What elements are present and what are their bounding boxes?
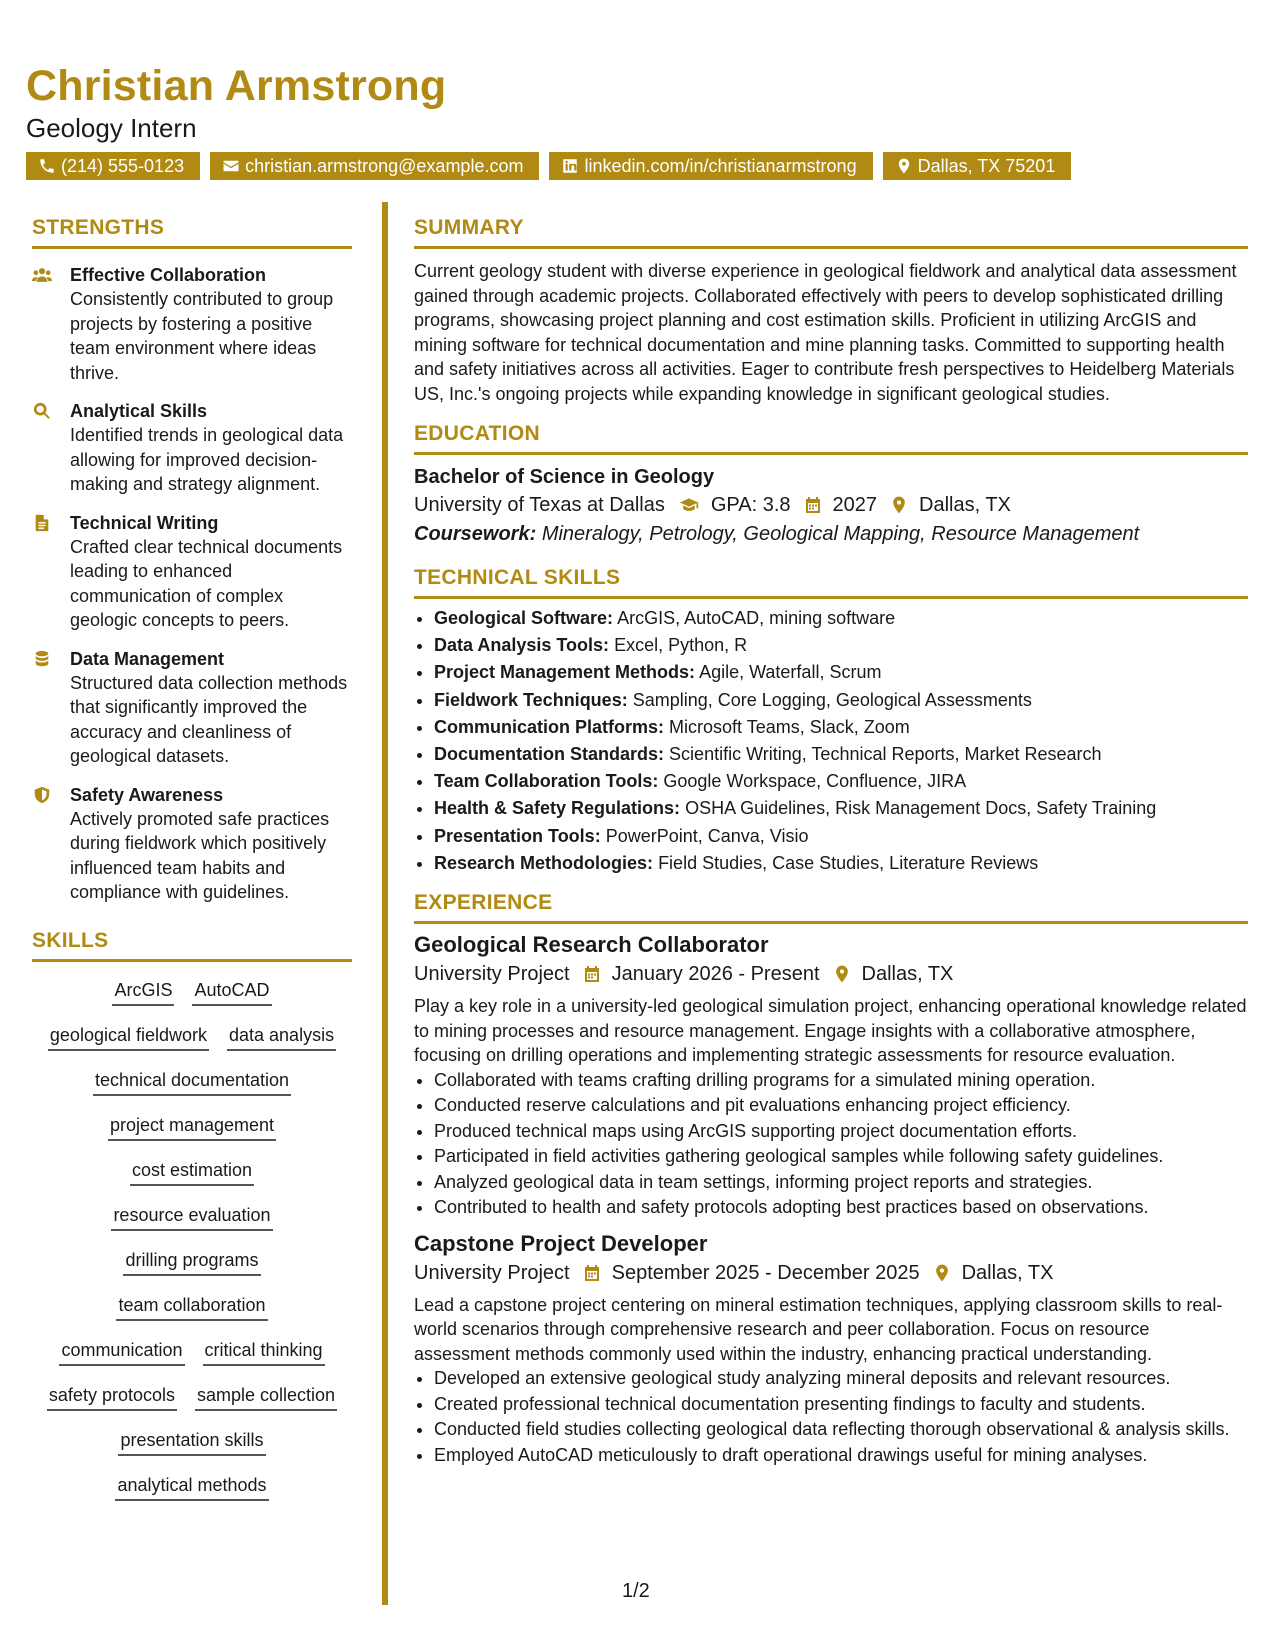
experience-entry [414,932,1248,1221]
left-column [32,216,352,1501]
technical-skill-value: PowerPoint, Canva, Visio [605,825,809,846]
technical-skill-item [434,823,1248,850]
strengths-heading: STRENGTHS [32,216,352,249]
skill-tag: safety protocols [47,1383,177,1411]
job-org: University Project [414,1261,570,1284]
phone-icon [38,157,56,175]
skills-list [32,978,352,1501]
strength-item [32,399,352,497]
job-bullet: • Contributed to health and safety protocols adopting best practices based on observations. [434,1195,1248,1221]
job-bullet: • Employed AutoCAD meticulously to draft operational drawings useful for mining analyses. [434,1443,1248,1469]
job-title: Capstone Project Developer [414,1230,708,1256]
job-meta [414,960,1248,988]
phone-text: (214) 555-0123 [61,156,185,176]
job-bullet: • Participated in field activities gathering geological samples while following safety guidelines. [434,1144,1248,1170]
job-bullet: • Conducted reserve calculations and pit evaluations enhancing project efficiency. [434,1093,1248,1119]
job-description: Play a key role in a university-led geological simulation project, enhancing operational knowledge related to mining processes and resource management. Engage insights with a collaborative atmosphere, focusing on drilling operations and implementing strategic assessments for resource evaluation. [414,996,1247,1066]
technical-skill-item [434,795,1248,822]
skill-row [47,1383,337,1411]
technical-skill-value: Scientific Writing, Technical Reports, Market Research [669,744,1102,765]
linkedin-text: linkedin.com/in/christianarmstrong [584,156,857,176]
skill-tag: critical thinking [203,1338,325,1366]
column-divider [382,202,388,1605]
coursework [414,523,1248,546]
technical-skill-item [434,741,1248,768]
skill-tag: communication [59,1338,184,1366]
calendar-icon [582,1263,602,1283]
map-pin-icon [889,495,909,515]
skill-tag: presentation skills [118,1428,265,1456]
technical-skill-value: Agile, Waterfall, Scrum [699,662,882,683]
skill-tag: technical documentation [93,1068,291,1096]
technical-skill-label: Geological Software: [434,608,614,628]
skill-tag: analytical methods [115,1473,268,1501]
technical-skill-value: Field Studies, Case Studies, Literature Reviews [658,852,1039,873]
strength-item [32,263,352,385]
technical-skills-list [414,605,1248,877]
job-dates: September 2025 - December 2025 [611,1261,920,1284]
technical-skill-value: Microsoft Teams, Slack, Zoom [669,716,910,737]
skill-tag: AutoCAD [192,978,271,1006]
search-icon [32,402,52,420]
technical-skill-value: Sampling, Core Logging, Geological Assessments [632,689,1032,710]
summary-heading: SUMMARY [414,216,1248,249]
candidate-name: Christian Armstrong [26,62,447,110]
coursework-list: Mineralogy, Petrology, Geological Mapping, Resource Management [541,523,1140,545]
education-location: Dallas, TX [919,494,1011,516]
school-name: University of Texas at Dallas [414,494,665,516]
job-bullets [414,1366,1248,1468]
skill-tag: cost estimation [130,1158,254,1186]
job-title: Geological Research Collaborator [414,932,769,958]
technical-skill-value: OSHA Guidelines, Risk Management Docs, Safety Training [685,798,1157,819]
technical-skill-item [434,768,1248,795]
technical-skill-label: Data Analysis Tools: [434,635,610,656]
email-text: christian.armstrong@example.com [245,156,524,176]
skill-row [130,1158,254,1186]
shield-icon [32,786,52,804]
strength-item [32,511,352,633]
skill-tag: data analysis [227,1023,336,1051]
linkedin-icon [561,157,579,175]
map-pin-icon [832,964,852,984]
technical-skill-item [434,605,1248,632]
technical-skill-value: ArcGIS, AutoCAD, mining software [617,608,896,628]
skill-row [118,1428,265,1456]
strength-name: Technical Writing [70,512,219,533]
skill-row [116,1293,267,1321]
calendar-icon [803,495,823,515]
strength-desc: Crafted clear technical documents leading to enhanced communication of complex geologic concepts to peers. [70,536,343,630]
users-icon [32,266,52,284]
skills-heading: SKILLS [32,929,352,962]
skill-tag: project management [108,1113,276,1141]
strength-name: Effective Collaboration [70,265,267,285]
job-bullet: • Analyzed geological data in team settings, informing project reports and strategies. [434,1170,1248,1196]
job-bullet: • Developed an extensive geological study analyzing mineral deposits and relevant resources. [434,1366,1248,1392]
skill-row [111,1203,272,1231]
technical-skill-value: Google Workspace, Confluence, JIRA [663,771,967,792]
skill-tag: geological fieldwork [48,1023,209,1051]
strength-desc: Identified trends in geological data allowing for improved decision-making and strategy alignment. [70,425,344,494]
skill-row [108,1113,276,1141]
job-org: University Project [414,963,570,986]
contact-bar [26,152,1071,180]
job-dates: January 2026 - Present [611,963,820,986]
job-bullet: • Produced technical maps using ArcGIS supporting project documentation efforts. [434,1119,1248,1145]
document-icon [32,514,52,532]
technical-skill-value: Excel, Python, R [614,635,748,656]
job-title-heading: Geology Intern [26,113,197,143]
experience-heading: EXPERIENCE [414,891,1248,924]
technical-skill-item [434,659,1248,686]
technical-skill-label: Documentation Standards: [434,744,665,765]
skill-tag: ArcGIS [112,978,174,1006]
technical-skill-label: Fieldwork Techniques: [434,689,628,710]
technical-skill-label: Research Methodologies: [434,852,654,873]
database-icon [32,650,52,668]
education-heading: EDUCATION [414,422,1248,455]
calendar-icon [582,964,602,984]
job-bullet: • Conducted field studies collecting geological data reflecting thorough observational & analysis skills. [434,1417,1248,1443]
skill-tag: drilling programs [123,1248,260,1276]
technical-skill-label: Project Management Methods: [434,662,696,683]
education-meta [414,491,1248,519]
technical-skill-item [434,687,1248,714]
technical-skills-heading: TECHNICAL SKILLS [414,566,1248,599]
job-location: Dallas, TX [961,1261,1054,1284]
job-bullets [414,1068,1248,1221]
graduation-cap-icon [677,495,701,515]
technical-skill-item [434,850,1248,877]
envelope-icon [222,157,240,175]
phone-chip[interactable] [26,152,200,180]
job-bullet: • Collaborated with teams crafting drilling programs for a simulated mining operation. [434,1068,1248,1094]
strength-desc: Consistently contributed to group projects by fostering a positive team environment where ideas thrive. [70,289,334,383]
strength-desc: Structured data collection methods that significantly improved the accuracy and cleanliness of geological datasets. [70,672,348,766]
coursework-label: Coursework: [414,523,537,545]
job-bullet: • Created professional technical documentation presenting findings to faculty and students. [434,1392,1248,1418]
skill-row [48,1023,336,1051]
strength-name: Analytical Skills [70,401,208,421]
map-pin-icon [932,1263,952,1283]
page-number: 1/2 [622,1580,650,1602]
skill-tag: sample collection [195,1383,337,1411]
skill-row [59,1338,324,1366]
skill-row [93,1068,291,1096]
technical-skill-item [434,714,1248,741]
job-description: Lead a capstone project centering on mineral estimation techniques, applying classroom skills to real-world scenarios through comprehensive research and peer collaboration. Focus on resource assessment methods commonly used within the industry, enhancing practical understanding. [414,1294,1223,1364]
strength-name: Safety Awareness [70,784,224,805]
location-chip [883,152,1072,180]
job-meta [414,1259,1248,1287]
technical-skill-label: Health & Safety Regulations: [434,798,681,819]
experience-list [414,932,1248,1468]
technical-skill-label: Communication Platforms: [434,716,665,737]
job-location: Dallas, TX [861,963,954,986]
skill-row [123,1248,260,1276]
skill-tag: team collaboration [116,1293,267,1321]
map-pin-icon [895,157,913,175]
graduation-year: 2027 [832,494,878,516]
skill-row [112,978,271,1006]
strength-desc: Actively promoted safe practices during fieldwork which positively influenced team habits and compliance with guidelines. [70,808,330,902]
degree: Bachelor of Science in Geology [414,466,715,488]
skill-tag: resource evaluation [111,1203,272,1231]
technical-skill-label: Presentation Tools: [434,825,601,846]
technical-skill-item [434,632,1248,659]
right-column [414,216,1248,1468]
email-chip[interactable] [210,152,539,180]
experience-entry [414,1231,1248,1469]
technical-skill-label: Team Collaboration Tools: [434,771,659,792]
summary-text: Current geology student with diverse experience in geological fieldwork and analytical data assessment gained through academic projects. Collaborated effectively with peers to develop sophisticated drilling programs, showcasing project planning and cost estimation skills. Proficient in utilizing ArcGIS and mining software for technical documentation and mine planning tasks. Committed to supporting health and safety initiatives across all activities. Eager to contribute fresh perspectives to Heidelberg Materials US, Inc.'s ongoing projects while expanding knowledge in significant geological studies. [414,261,1237,404]
strength-item [32,783,352,905]
linkedin-chip[interactable] [549,152,872,180]
location-text: Dallas, TX 75201 [917,156,1056,176]
gpa: GPA: 3.8 [710,494,791,516]
strength-name: Data Management [70,648,225,669]
skill-row [115,1473,268,1501]
strength-item [32,647,352,769]
